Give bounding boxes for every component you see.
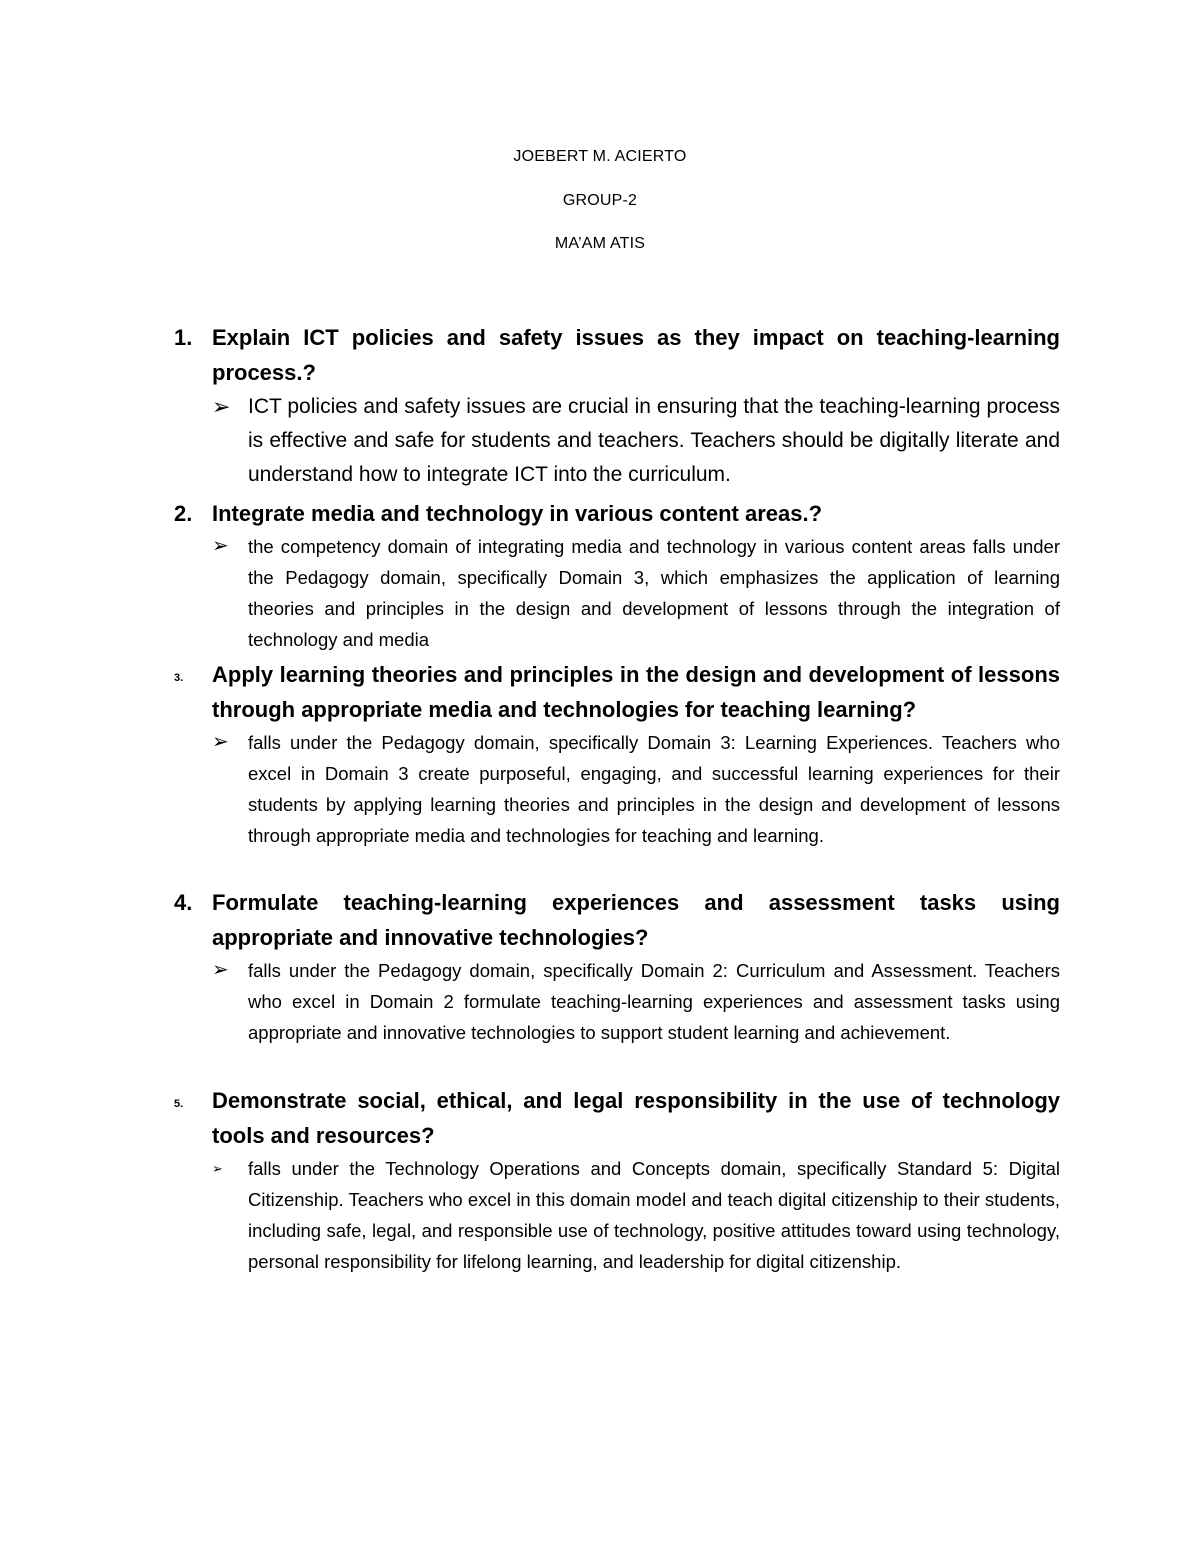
answer-item [212, 1153, 1060, 1277]
author-name: JOEBERT M. ACIERTO [513, 148, 687, 165]
answer-text: falls under the Pedagogy domain, specifically Domain 3: Learning Experiences. Teachers who excel in Domain 3 create purposeful, engaging, and successful learning experiences for their students by applying learning theories and principles in the design and development of lessons through appropriate media and technologies for teaching and learning. [248, 732, 1060, 846]
question-item-1 [174, 320, 1060, 492]
arrow-bullet-icon: ➢ [212, 535, 229, 557]
question-text: Formulate teaching-learning experiences and assessment tasks using appropriate and innovative technologies? [212, 890, 1060, 950]
question-number: 5. [174, 1098, 184, 1110]
arrow-bullet-icon: ➢ [212, 394, 231, 419]
arrow-bullet-icon: ➢ [212, 731, 229, 753]
question-text: Apply learning theories and principles in the design and development of lessons through appropriate media and technologies for teaching learning? [212, 662, 1060, 722]
question-text: Demonstrate social, ethical, and legal responsibility in the use of technology tools and resources? [212, 1088, 1060, 1148]
question-number: 4. [174, 890, 193, 915]
question-number: 2. [174, 501, 193, 526]
answer-item [212, 390, 1060, 492]
question-item-2 [174, 496, 1060, 655]
answer-item [212, 955, 1060, 1048]
question-text: Integrate media and technology in various content areas.? [212, 501, 823, 526]
question-text: Explain ICT policies and safety issues as they impact on teaching-learning process.? [212, 325, 1060, 385]
answer-item [212, 531, 1060, 655]
arrow-bullet-icon: ➢ [212, 1161, 223, 1176]
answer-text: the competency domain of integrating media and technology in various content areas falls under the Pedagogy domain, specifically Domain 3, which emphasizes the application of learning theories and principles in the design and development of lessons through the integration of technology and media [248, 536, 1060, 650]
question-number: 3. [174, 672, 184, 684]
question-item-3 [174, 657, 1060, 851]
answer-text: falls under the Pedagogy domain, specifically Domain 2: Curriculum and Assessment. Teachers who excel in Domain 2 formulate teaching-learning experiences and assessment tasks using appropriate and innovative technologies to support student learning and achievement. [248, 960, 1060, 1043]
question-item-5 [174, 1083, 1060, 1277]
answer-item [212, 727, 1060, 851]
answer-text: falls under the Technology Operations and Concepts domain, specifically Standard 5: Digital Citizenship. Teachers who excel in this domain model and teach digital citizenship to their students, including safe, legal, and responsible use of technology, positive attitudes toward using technology, personal responsibility for lifelong learning, and leadership for digital citizenship. [248, 1158, 1060, 1272]
group-label: GROUP-2 [562, 192, 638, 209]
answer-text: ICT policies and safety issues are crucial in ensuring that the teaching-learning process is effective and safe for students and teachers. Teachers should be digitally literate and understand how to integrate ICT into the curriculum. [248, 395, 1060, 486]
teacher-name: MA’AM ATIS [554, 235, 646, 252]
question-item-4 [174, 885, 1060, 1048]
arrow-bullet-icon: ➢ [212, 959, 229, 981]
question-number: 1. [174, 325, 193, 350]
